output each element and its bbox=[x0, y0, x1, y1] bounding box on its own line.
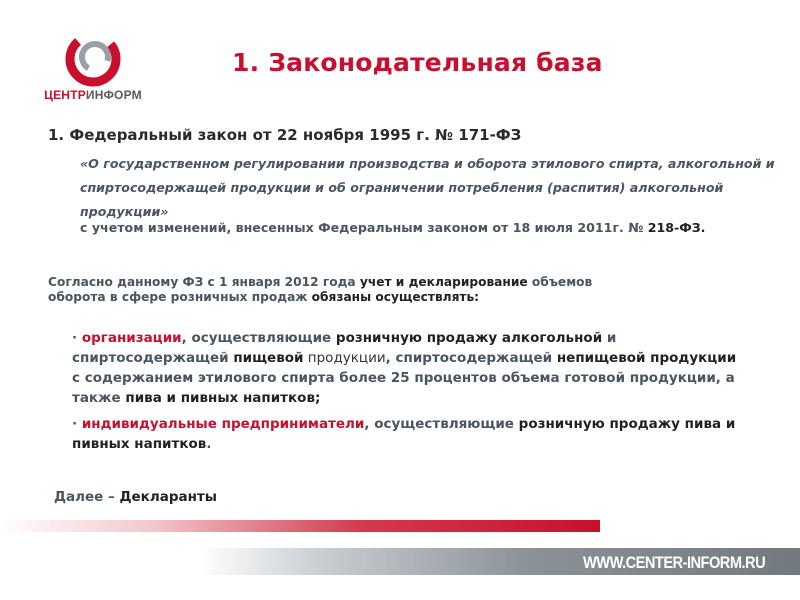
list-item-organizations bbox=[72, 328, 742, 408]
law-description: «О государственном регулировании производства и оборота этилового спирта, алкогольной и спиртосодержащей продукции и об ограничении потребления (распития) алкогольной продукции» bbox=[80, 156, 775, 219]
bullet-text: , осуществляющие bbox=[181, 330, 336, 346]
decorative-red-bar bbox=[0, 520, 600, 532]
bullet-text: розничную продажу алкогольной bbox=[335, 330, 603, 346]
logo-emblem-icon bbox=[64, 30, 122, 88]
bullet-text: , спиртосодержащей bbox=[385, 350, 557, 366]
according-text-1: Согласно данному ФЗ с 1 января 2012 года bbox=[48, 275, 360, 289]
bullet-text: и спиртосодержащей bbox=[72, 330, 617, 366]
bullet-text: пищевой bbox=[233, 350, 304, 366]
further-prefix: Далее – bbox=[54, 489, 120, 505]
bullet-text: . bbox=[206, 436, 212, 452]
logo-text-part1: ЦЕНТР bbox=[44, 88, 86, 102]
bullet-text: пива и пивных напитков; bbox=[125, 390, 321, 406]
bullet-text: непищевой продукции bbox=[556, 350, 737, 366]
further-note bbox=[54, 489, 217, 505]
according-text-3: объемов оборота в сфере розничных продаж bbox=[48, 275, 593, 304]
law-amendment-number: 218-ФЗ. bbox=[647, 220, 706, 235]
obligated-list bbox=[72, 328, 742, 460]
bullet-subject: организации bbox=[81, 330, 182, 346]
list-item-entrepreneurs bbox=[72, 414, 742, 454]
logo-text-part2: ИНФОРМ bbox=[85, 88, 142, 102]
further-text: Декларанты bbox=[119, 489, 217, 505]
bullet-subject: индивидуальные предприниматели bbox=[81, 416, 365, 432]
logo-wordmark bbox=[38, 88, 148, 102]
law-amendment-text: с учетом изменений, внесенных Федеральным законом от 18 июля 2011г. № bbox=[80, 220, 648, 235]
bullet-text: с содержанием этилового спирта более 25 процентов объема готовой продукции, а также bbox=[72, 370, 735, 406]
bullet-marker: · bbox=[72, 330, 82, 346]
website-link[interactable]: WWW.CENTER-INFORM.RU bbox=[583, 553, 766, 572]
bullet-text: , осуществляющие bbox=[364, 416, 519, 432]
according-text-2: учет и декларирование bbox=[359, 275, 528, 289]
company-logo bbox=[38, 30, 148, 110]
according-paragraph bbox=[48, 275, 648, 305]
law-heading: 1. Федеральный закон от 22 ноября 1995 г. № 171-ФЗ bbox=[48, 126, 522, 144]
bullet-text: розничную продажу пива и пивных напитков bbox=[72, 416, 736, 452]
law-amendment bbox=[80, 220, 705, 235]
bullet-text: продукции bbox=[303, 350, 386, 366]
according-text-4: обязаны осуществлять: bbox=[311, 290, 480, 304]
slide-title: 1. Законодательная база bbox=[232, 48, 603, 77]
bullet-marker: · bbox=[72, 416, 82, 432]
